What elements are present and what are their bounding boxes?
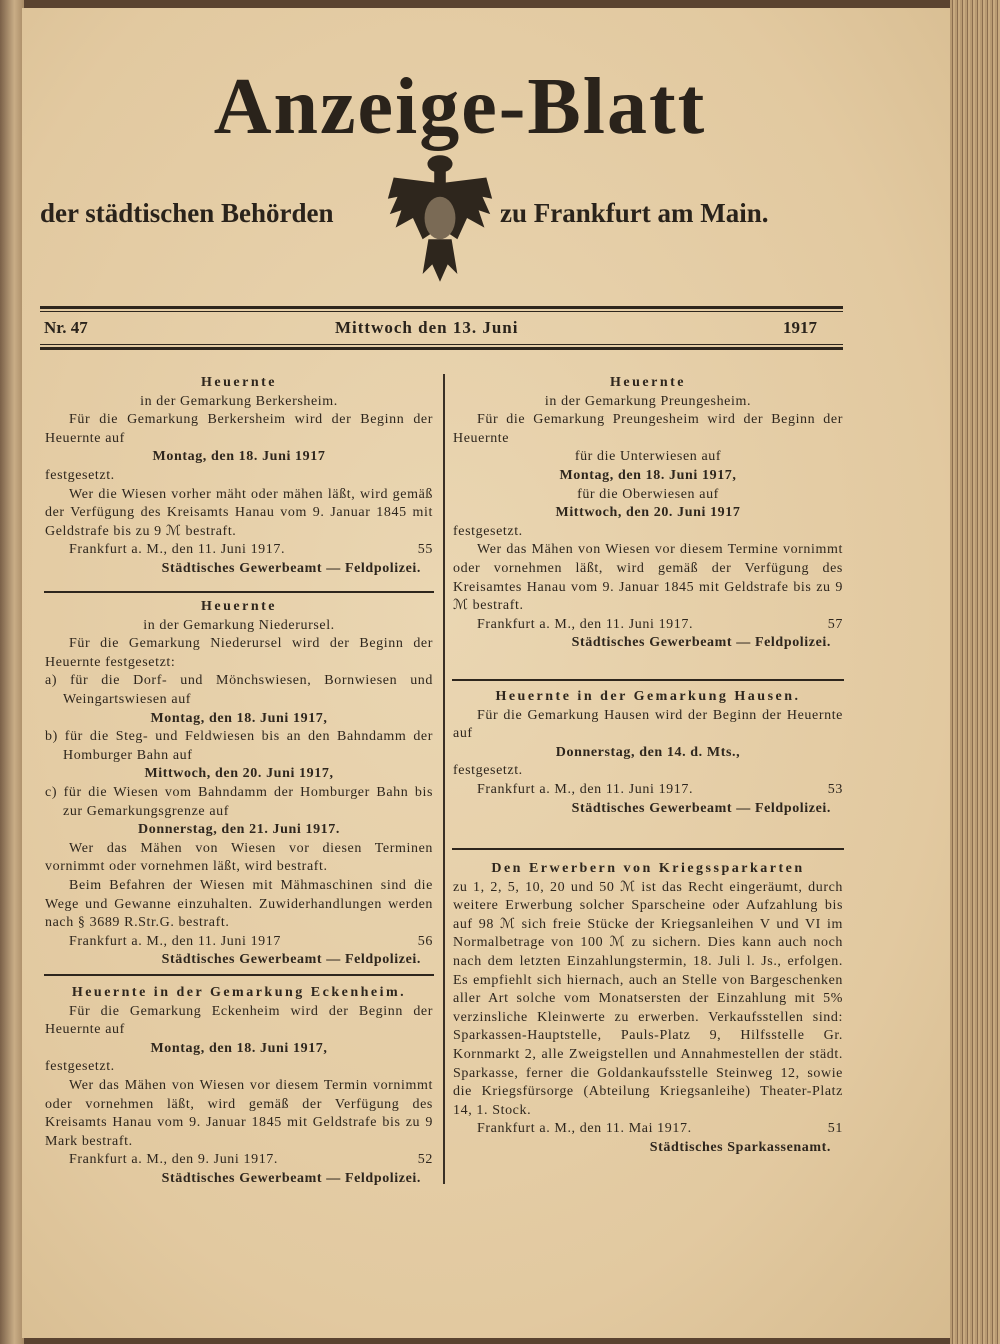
notice-dateline	[453, 781, 843, 800]
masthead-subtitle-left: der städtischen Behörden	[40, 198, 334, 228]
notice-number: 56	[417, 933, 433, 949]
notice-date: Montag, den 18. Juni 1917	[152, 449, 326, 465]
notice-number: 55	[417, 542, 433, 558]
notice-paragraph: Für die Gemarkung Hausen wird der Beginn der Heuernte auf	[453, 707, 843, 742]
header-rule-bottom-thin	[40, 344, 843, 345]
notice-date: Montag, den 18. Juni 1917,	[150, 1040, 328, 1056]
notice-paragraph: Für die Gemarkung Niederursel wird der Beginn der Heuernte festgesetzt:	[45, 636, 433, 670]
notice-title: Heuernte in der Gemarkung Eckenheim.	[71, 985, 407, 1000]
notice-paragraph: Wer die Wiesen vorher mäht oder mähen läßt, wird gemäß der Verfügung des Kreisamts Hanau vom 9. Januar 1845 mit Geldstrafe bis zu 9 ℳ bestraft.	[45, 486, 433, 539]
issue-year: 1917	[783, 318, 817, 337]
notice-place-date: Frankfurt a. M., den 11. Juni 1917.	[69, 542, 286, 558]
notice-paragraph: Für die Gemarkung Berkersheim wird der Beginn der Heuernte auf	[45, 412, 433, 446]
notice-subtitle: in der Gemarkung Niederursel.	[143, 617, 335, 633]
notice-place-date: Frankfurt a. M., den 9. Juni 1917.	[69, 1152, 278, 1168]
notice-subtitle: in der Gemarkung Berkersheim.	[140, 393, 338, 409]
notice-list-item: b) für die Steg- und Feldwiesen bis an den Bahndamm der Homburger Bahn auf	[45, 729, 433, 763]
notice-centered-line: für die Oberwiesen auf	[577, 486, 719, 502]
notice-divider	[44, 974, 434, 976]
notice-paragraph: festgesetzt.	[453, 763, 523, 779]
notice-place-date: Frankfurt a. M., den 11. Juni 1917.	[477, 781, 694, 797]
notice-paragraph: Beim Befahren der Wiesen mit Mähmaschinen sind die Wege und Gewanne einzuhalten. Zuwiderhandlungen werden nach § 3689 R.Str.G. bestraft.	[45, 877, 433, 931]
header-rule-top	[40, 306, 843, 309]
notice-paragraph: festgesetzt.	[45, 467, 115, 483]
notice-date: Donnerstag, den 14. d. Mts.,	[555, 744, 741, 760]
notice-list-item: c) für die Wiesen vom Bahndamm der Homburger Bahn bis zur Gemarkungsgrenze auf	[45, 784, 433, 819]
previous-page-edge	[0, 0, 24, 1344]
notice-heuernte-eckenheim	[45, 984, 433, 1189]
notice-dateline	[453, 1120, 843, 1139]
issue-date: Mittwoch den 13. Juni	[335, 318, 519, 337]
notice-title: Heuernte	[201, 599, 277, 614]
notice-heuernte-hausen	[453, 688, 843, 818]
notice-signature: Städtisches Gewerbeamt — Feldpolizei.	[571, 635, 831, 651]
notice-date: Montag, den 18. Juni 1917,	[559, 467, 737, 483]
notice-number: 57	[827, 616, 843, 632]
notice-title: Heuernte	[201, 375, 277, 390]
notice-dateline	[45, 933, 433, 952]
notice-kriegssparkarten	[453, 860, 843, 1158]
notice-signature: Städtisches Gewerbeamt — Feldpolizei.	[161, 952, 421, 968]
header-rule-top-thin	[40, 311, 843, 312]
notice-paragraph: Wer das Mähen von Wiesen vor diesem Termin vornimmt oder vornehmen läßt, wird gemäß der Verfügung des Kreisamts Hanau vom 9. Januar 1845 mit Geldstrafe bis zu 9 Mark bestraft.	[45, 1077, 433, 1149]
notice-date: Montag, den 18. Juni 1917,	[150, 710, 328, 726]
notice-title: Den Erwerbern von Kriegssparkarten	[491, 861, 805, 876]
notice-dateline	[453, 616, 843, 635]
notice-date: Donnerstag, den 21. Juni 1917.	[138, 822, 340, 838]
notice-paragraph: Wer das Mähen von Wiesen vor diesen Terminen vornimmt oder vornehmen läßt, wird bestraft.	[45, 840, 433, 875]
notice-signature: Städtisches Gewerbeamt — Feldpolizei.	[571, 800, 831, 816]
notice-centered-line: für die Unterwiesen auf	[574, 449, 722, 465]
notice-subtitle: in der Gemarkung Preungesheim.	[544, 393, 752, 409]
notice-number: 53	[827, 781, 843, 797]
notice-paragraph: Für die Gemarkung Eckenheim wird der Beginn der Heuernte auf	[45, 1003, 433, 1038]
notice-place-date: Frankfurt a. M., den 11. Juni 1917	[69, 933, 281, 949]
notice-paragraph: Für die Gemarkung Preungesheim wird der Beginn der Heuernte	[453, 412, 843, 446]
notice-signature: Städtisches Sparkassenamt.	[649, 1139, 831, 1155]
notice-paragraph: zu 1, 2, 5, 10, 20 und 50 ℳ ist das Recht eingeräumt, durch weitere Erwerbung solcher Sparscheine oder Aufzahlung bis auf 98 ℳ sich freie Stücke der Kriegsanleihen V und VI im Normalbetrage von 100 ℳ zu sichern. Dies kann auch noch nach dem letzten Einzahlungstermin, 18. Juli l. Js., erfolgen. Es empfiehlt sich hiernach, auch an Stelle von Bargeschenken aller Art solche vom Monatsersten der Einzahlung mit 5% verzinsliche Kleinwerte zu erwerben. Verkaufsstellen sind: Sparkassen-Hauptstelle, Pauls-Platz 9, Hilfsstelle Gr. Kornmarkt 2, alle Zweigstellen und Annahmestellen der städt. Sparkasse, ferner die Goldankaufsstelle Steinweg 12, sowie die Kriegsfürsorge (Abteilung Kriegsanleihe) Theater-Platz 14, 1. Stock.	[453, 879, 843, 1118]
notice-paragraph: festgesetzt.	[453, 523, 523, 539]
notice-divider	[44, 591, 434, 593]
masthead-title: Anzeige-Blatt	[213, 63, 707, 151]
notice-paragraph: festgesetzt.	[45, 1059, 115, 1075]
notice-heuernte-preungesheim	[453, 374, 843, 653]
notice-paragraph: Wer das Mähen von Wiesen vor diesem Termine vornimmt oder vornehmen läßt, wird gemäß der Verfügung des Kreisamtes Hanau vom 9. Januar 1845 mit Geldstrafe bis zu 9 ℳ bestraft.	[453, 542, 843, 614]
book-page-edges	[950, 0, 1000, 1344]
notice-title: Heuernte in der Gemarkung Hausen.	[495, 689, 801, 704]
header-rule-bottom	[40, 347, 843, 350]
imperial-eagle-emblem	[384, 148, 496, 288]
notice-place-date: Frankfurt a. M., den 11. Mai 1917.	[477, 1121, 692, 1137]
masthead-subtitle-right: zu Frankfurt am Main.	[500, 198, 769, 228]
notice-signature: Städtisches Gewerbeamt — Feldpolizei.	[161, 560, 421, 576]
notice-date: Mittwoch, den 20. Juni 1917,	[144, 766, 334, 782]
notice-place-date: Frankfurt a. M., den 11. Juni 1917.	[477, 616, 694, 632]
column-separator	[443, 374, 445, 1184]
notice-dateline	[45, 541, 433, 560]
notice-heuernte-niederursel	[45, 598, 433, 970]
notice-number: 52	[417, 1152, 433, 1168]
notice-date: Mittwoch, den 20. Juni 1917	[555, 505, 741, 521]
issue-number: Nr. 47	[44, 318, 88, 337]
notice-divider	[452, 679, 844, 681]
notice-list-item: a) für die Dorf- und Mönchswiesen, Bornwiesen und Weingartswiesen auf	[45, 673, 433, 707]
notice-heuernte-berkersheim	[45, 374, 433, 579]
notice-dateline	[45, 1151, 433, 1170]
notice-signature: Städtisches Gewerbeamt — Feldpolizei.	[161, 1170, 421, 1186]
notice-number: 51	[827, 1121, 843, 1137]
notice-divider	[452, 848, 844, 850]
notice-title: Heuernte	[610, 375, 686, 390]
